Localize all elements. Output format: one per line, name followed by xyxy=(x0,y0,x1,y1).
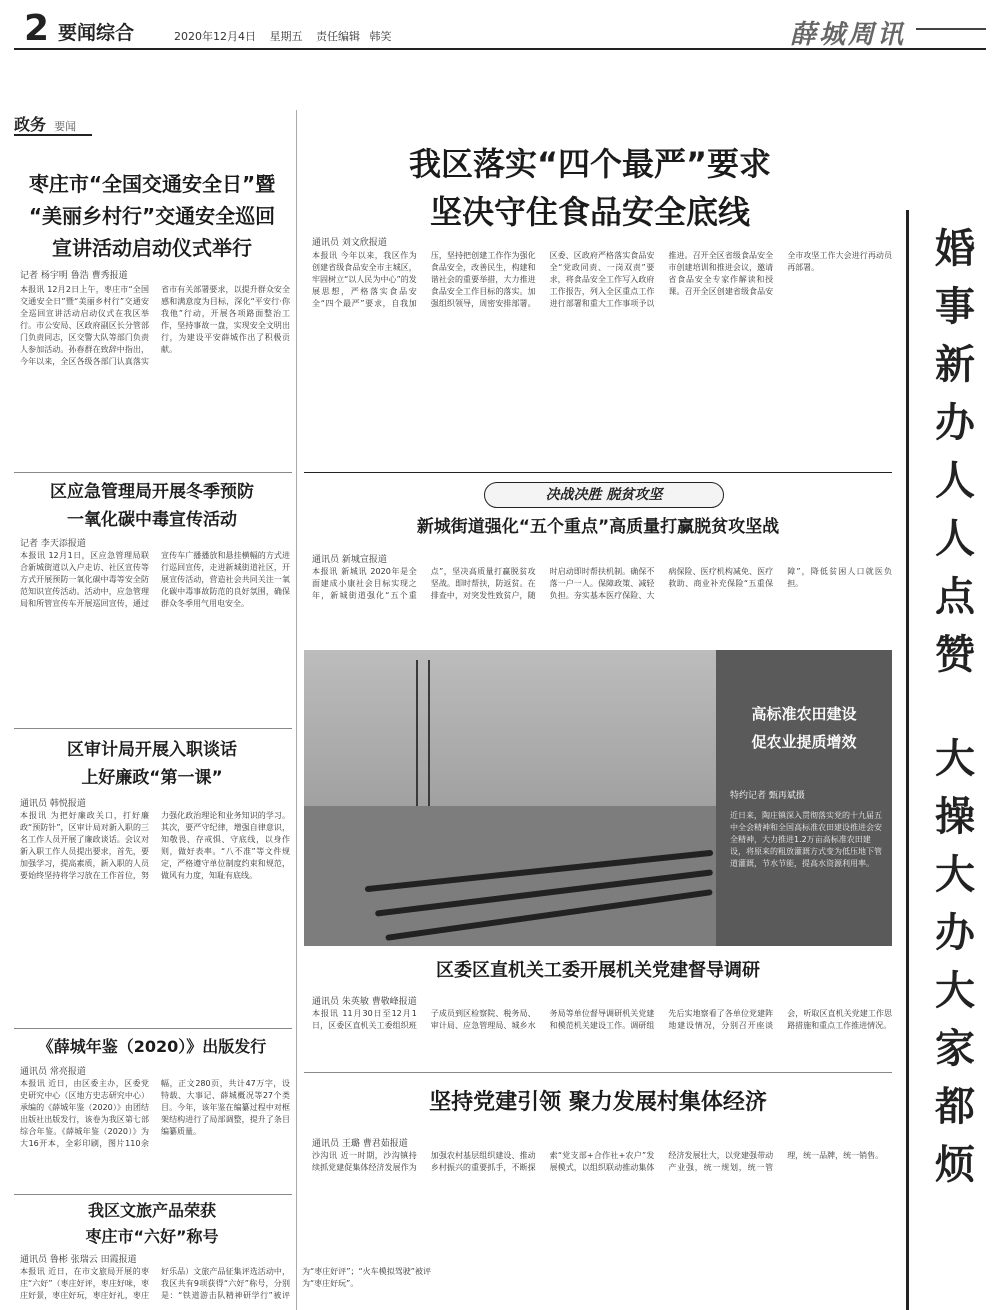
food-safety-body: 本报讯 今年以来，我区作为创建省级食品安全市主城区，牢固树立“以人民为中心”的发展思想，严格落实食品安全“四个最严”要求，自我加压，坚持把创建工作作为强化食品安全，改善民生，构建和谐社会的重要举措，大力推进食品安全工作目标的落实。加强组织领导，周密安排部署。区委、区政府严格落实食品安全“党政同责、一岗双责”要求，将食品安全工作写入政府工作报告，列入全区重点工作进行部署和重大工作事项予以推进。召开全区省级食品安全市创建培训和推进会议，邀请省食品安全专家作解读和授课。召开全区创建省级食品安全市攻坚工作大会进行再动员再部署。 xyxy=(312,251,892,308)
party-byline: 通讯员 朱英敏 曹敬峰报道 xyxy=(312,997,417,1007)
poverty-banner xyxy=(484,482,724,508)
traffic-byline: 记者 杨宇明 鲁浩 曹秀报道 xyxy=(20,271,128,281)
masthead xyxy=(14,8,986,50)
farmland-photo xyxy=(304,650,716,946)
caption-title xyxy=(716,700,892,756)
slogan-line2: 大操大办大家都烦 xyxy=(935,735,975,1188)
traffic-headline xyxy=(14,168,290,264)
culture-headline xyxy=(14,1198,290,1250)
caption-byline: 特约记者 甄再斌摄 xyxy=(730,791,805,801)
party-headline: 区委区直机关工委开展机关党建督导调研 xyxy=(436,960,760,981)
food-safety-title-line2: 坚决守住食品安全底线 xyxy=(429,193,750,231)
culture-byline: 通讯员 鲁彬 张瑞云 田霞报道 xyxy=(20,1255,137,1265)
rule-3 xyxy=(14,1028,292,1029)
issue-weekday: 星期五 xyxy=(269,30,303,43)
poverty-body: 本报讯 新城讯 2020年是全面建成小康社会目标实现之年，新城街道强化“五个重点”，坚决高质量打赢脱贫攻坚战。即时帮扶，防返贫。在排查中，对突发性致贫户，随时启动即时帮扶机制。确保不落一户一人。保障政策、减轻负担。夯实基本医疗保险、大病保险、医疗机构减免、医疗救助、商业补充保险“五重保障”，降低贫困人口就医负担。 xyxy=(312,567,892,600)
caption-title-line1: 高标准农田建设 xyxy=(751,705,857,723)
column-tag-sub: 要闻 xyxy=(54,120,77,133)
power-tower xyxy=(428,660,430,810)
yearbook-headline: 《薛城年鉴（2020）》出版发行 xyxy=(37,1037,267,1056)
village-headline: 坚持党建引领 聚力发展村集体经济 xyxy=(429,1090,767,1115)
caption-body: 近日来，陶庄镇深入贯彻落实党的十九届五中全会精神和全国高标准农田建设推进会安全精神，大力推进1.2万亩高标准农田建设，将原来的粗放灌溉方式变为低压地下管道灌溉，节水节能，提高水资源利用率。 xyxy=(730,811,882,868)
rule-2 xyxy=(14,728,292,729)
village-body: 沙沟讯 近一时期，沙沟镇持续抓党建促集体经济发展作为加强农村基层组织建设、推动乡村振兴的重要抓手，不断探索“党支部+合作社+农户”发展模式，以组织联动推动集体经济发展壮大，以党建强带动产业强，统一规划，统一管理，统一品牌，统一销售。 xyxy=(312,1151,884,1172)
co-body: 本报讯 12月1日，区应急管理局联合新城街道以入户走访、社区宣传等方式开展预防一氧化碳中毒等安全防范知识宣传活动。活动中，应急管理局和所管宣传车开展巡回宣传，通过宣传车广播播放和悬挂横幅的方式进行巡回宣传，走进新城街道社区，开展宣传活动，营造社会共同关注一氧化碳中毒事故防范的良好氛围，确保群众冬季用气用电安全。 xyxy=(20,551,290,608)
poverty-banner-text: 决战决胜 脱贫攻坚 xyxy=(545,487,663,503)
paper-logo: 薛城周讯 xyxy=(789,20,906,50)
rule-1 xyxy=(14,472,292,473)
co-title-line1: 区应急管理局开展冬季预防 xyxy=(50,482,254,502)
traffic-title-line3: 宣讲活动启动仪式举行 xyxy=(52,236,252,260)
audit-title-line2: 上好廉政“第一课” xyxy=(81,768,223,788)
power-tower xyxy=(416,660,418,810)
editor-name: 韩笑 xyxy=(369,30,392,43)
audit-body: 本报讯 为把好廉政关口，打好廉政“预防针”，区审计局对新入职的三名工作人员开展了廉政谈话。会议对新入职工作人员提出要求，首先，要加强学习，提高素质，新入职的人员要始终坚持将学习放在工作首位，努力强化政治理论和业务知识的学习。其次，要严守纪律，增强自律意识，知敬畏、存戒惧、守底线，以身作则，做好表率。“八不准”等文件规定，严格遵守单位制度约束和规范，做风有力度，知耻有底线。 xyxy=(20,811,290,880)
audit-title-line1: 区审计局开展入职谈话 xyxy=(67,740,237,760)
editor-label: 责任编辑 xyxy=(316,30,360,43)
page-number: 2 xyxy=(24,8,50,49)
yearbook-body: 本报讯 近日，由区委主办，区委党史研究中心（区地方史志研究中心）承编的《薛城年鉴（2020）》由团结出版社出版发行，该卷为我区第七部综合年鉴。《薛城年鉴（2020）》为大16开本，全彩印刷，图片110余幅，正文280页，共计47万字，设特载、大事记、薛城概况等27个类目。今年，该年鉴在编纂过程中对框架结构进行了局部调整，提升了条目编纂质量。 xyxy=(20,1079,290,1148)
audit-byline: 通讯员 韩悦报道 xyxy=(20,799,86,809)
poverty-headline: 新城街道强化“五个重点”高质量打赢脱贫攻坚战 xyxy=(416,517,780,537)
food-safety-headline xyxy=(300,140,880,236)
traffic-title-line2: “美丽乡村行”交通安全巡回 xyxy=(28,204,276,228)
co-byline: 记者 李天添报道 xyxy=(20,539,86,549)
column-divider xyxy=(296,110,297,1310)
food-safety-byline: 通讯员 刘文欣报道 xyxy=(312,238,387,248)
co-headline xyxy=(14,478,290,534)
yearbook-byline: 通讯员 常亮报道 xyxy=(20,1067,86,1077)
poverty-byline: 通讯员 新城宣报道 xyxy=(312,555,387,565)
culture-title-line1: 我区文旅产品荣获 xyxy=(87,1201,216,1220)
culture-title-line2: 枣庄市“六好”称号 xyxy=(85,1227,219,1246)
logo-rule xyxy=(916,28,986,30)
rule-poverty-top xyxy=(304,472,892,473)
food-safety-title-line1: 我区落实“四个最严”要求 xyxy=(408,145,772,183)
issue-line xyxy=(174,28,392,44)
culture-body: 本报讯 近日，在市文旅局开展的枣庄“六好”（枣庄好评，枣庄好味，枣庄好景，枣庄好玩，枣庄好礼，枣庄好乐品）文旅产品征集评选活动中，我区共有9项获得“六好”称号，分别是：“铁道游击队精神研学行”被评为“枣庄好评”；“火车模拟驾驶”被评为“枣庄好玩”。 xyxy=(20,1267,431,1300)
rule-5 xyxy=(304,1072,892,1073)
co-title-line2: 一氧化碳中毒宣传活动 xyxy=(67,510,237,530)
party-body: 本报讯 11月30日至12月1日，区委区直机关工委组织班子成员到区检察院、税务局、审计局、应急管理局、城乡水务局等单位督导调研机关党建和模范机关建设工作。调研组先后实地察看了各单位党建阵地建设情况，分别召开座谈会，听取区直机关党建工作思路措施和重点工作推进情况。 xyxy=(312,1009,892,1030)
slogan-line1: 婚事新办人人点赞 xyxy=(935,225,975,678)
rule-4 xyxy=(14,1194,292,1195)
village-byline: 通讯员 王璐 曹君茹报道 xyxy=(312,1139,408,1149)
sidebar-slogan xyxy=(906,210,992,1310)
traffic-title-line1: 枣庄市“全国交通安全日”暨 xyxy=(28,172,276,196)
issue-date: 2020年12月4日 xyxy=(174,30,256,43)
column-tag xyxy=(14,112,92,136)
caption-title-line2: 促农业提质增效 xyxy=(751,733,857,751)
column-tag-main: 政务 xyxy=(14,115,47,134)
photo-caption-box xyxy=(716,650,892,946)
section-title: 要闻综合 xyxy=(58,22,135,44)
audit-headline xyxy=(14,736,290,792)
traffic-body: 本报讯 12月2日上午，枣庄市“全国交通安全日”暨“美丽乡村行”交通安全巡回宣讲活动启动仪式在我区举行。市公安局、区政府副区长分管部门负责同志，区交警大队等部门负责人参加活动。孙春群在致辞中指出，今年以来，全区各级各部门认真落实省市有关部署要求，以提升群众安全感和满意度为目标，深化“平安行·你我他”行动，开展各项路面整治工作，坚持事故一盘，实现安全文明出行，为建设平安薛城作出了积极贡献。 xyxy=(20,285,290,366)
